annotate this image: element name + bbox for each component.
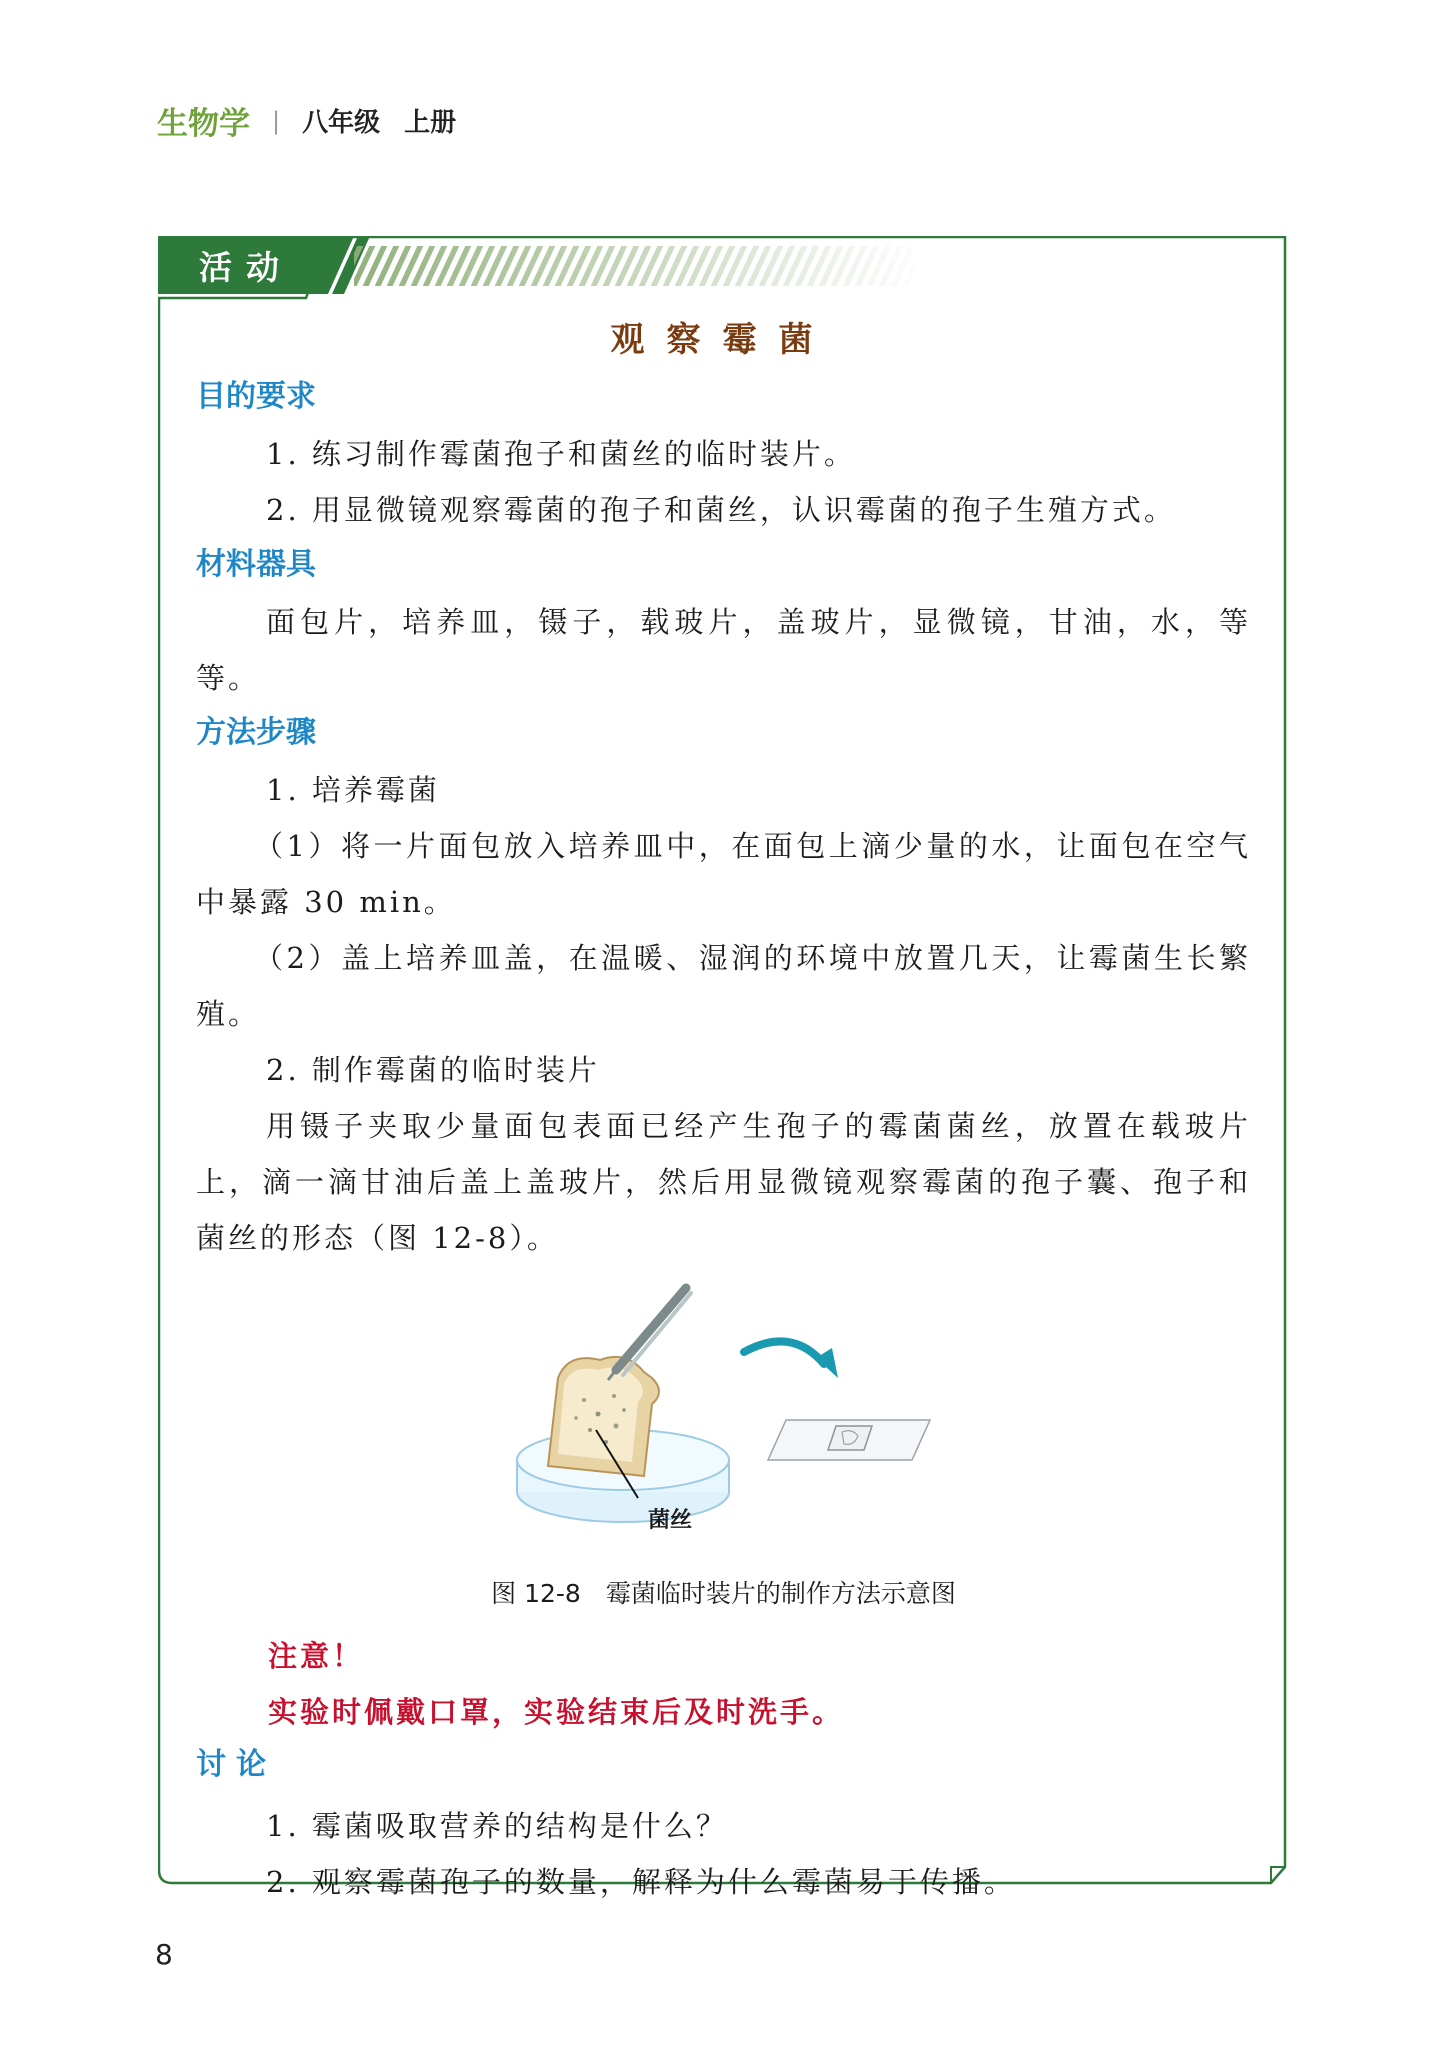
step1-title: 1. 培养霉菌 <box>266 773 440 807</box>
curved-arrow-icon <box>744 1341 838 1378</box>
materials-text: 面包片，培养皿，镊子，载玻片，盖玻片，显微镜，甘油，水，等等。 <box>196 605 1251 695</box>
header-separator: | <box>272 106 281 135</box>
figure-12-8 <box>196 1280 1251 1570</box>
activity-content <box>196 370 1251 1910</box>
caution-title: 注意！ <box>268 1639 365 1673</box>
activity-tab: 活动 <box>199 247 293 287</box>
glass-slide-icon <box>768 1420 930 1460</box>
section-heading-materials: 材料器具 <box>196 547 316 582</box>
figure-illustration <box>196 1280 1251 1570</box>
discussion-item: 1. 霉菌吸取营养的结构是什么？ <box>266 1809 728 1843</box>
activity-box <box>158 236 1287 1899</box>
objective-item: 2. 用显微镜观察霉菌的孢子和菌丝，认识霉菌的孢子生殖方式。 <box>266 493 1176 527</box>
section-heading-methods: 方法步骤 <box>196 715 316 750</box>
page-number: 8 <box>155 1938 173 1971</box>
volume-label: 上册 <box>404 108 457 138</box>
figure-caption: 图 12-8 霉菌临时装片的制作方法示意图 <box>491 1579 956 1608</box>
hyphae-label: 菌丝 <box>648 1508 693 1533</box>
step2-title: 2. 制作霉菌的临时装片 <box>266 1053 600 1087</box>
step1-a: （1）将一片面包放入培养皿中，在面包上滴少量的水，让面包在空气中暴露 30 min。 <box>196 829 1251 919</box>
step1-b: （2）盖上培养皿盖，在温暖、湿润的环境中放置几天，让霉菌生长繁殖。 <box>196 941 1251 1031</box>
grade-label: 八年级 <box>302 108 381 138</box>
section-heading-discussion: 讨论 <box>196 1747 276 1782</box>
activity-title: 观察霉菌 <box>610 320 835 360</box>
page-header <box>157 98 456 143</box>
bread-icon <box>548 1357 659 1476</box>
tweezers-icon <box>608 1288 691 1380</box>
discussion-item: 2. 观察霉菌孢子的数量，解释为什么霉菌易于传播。 <box>266 1865 1016 1899</box>
step2-text: 用镊子夹取少量面包表面已经产生孢子的霉菌菌丝，放置在载玻片上，滴一滴甘油后盖上盖玻片，然后用显微镜观察霉菌的孢子囊、孢子和菌丝的形态（图 12-8）。 <box>196 1109 1251 1255</box>
objective-item: 1. 练习制作霉菌孢子和菌丝的临时装片。 <box>266 437 856 471</box>
subject-title: 生物学 <box>157 106 250 142</box>
section-heading-objective: 目的要求 <box>196 379 316 414</box>
caution-text: 实验时佩戴口罩，实验结束后及时洗手。 <box>268 1695 845 1729</box>
